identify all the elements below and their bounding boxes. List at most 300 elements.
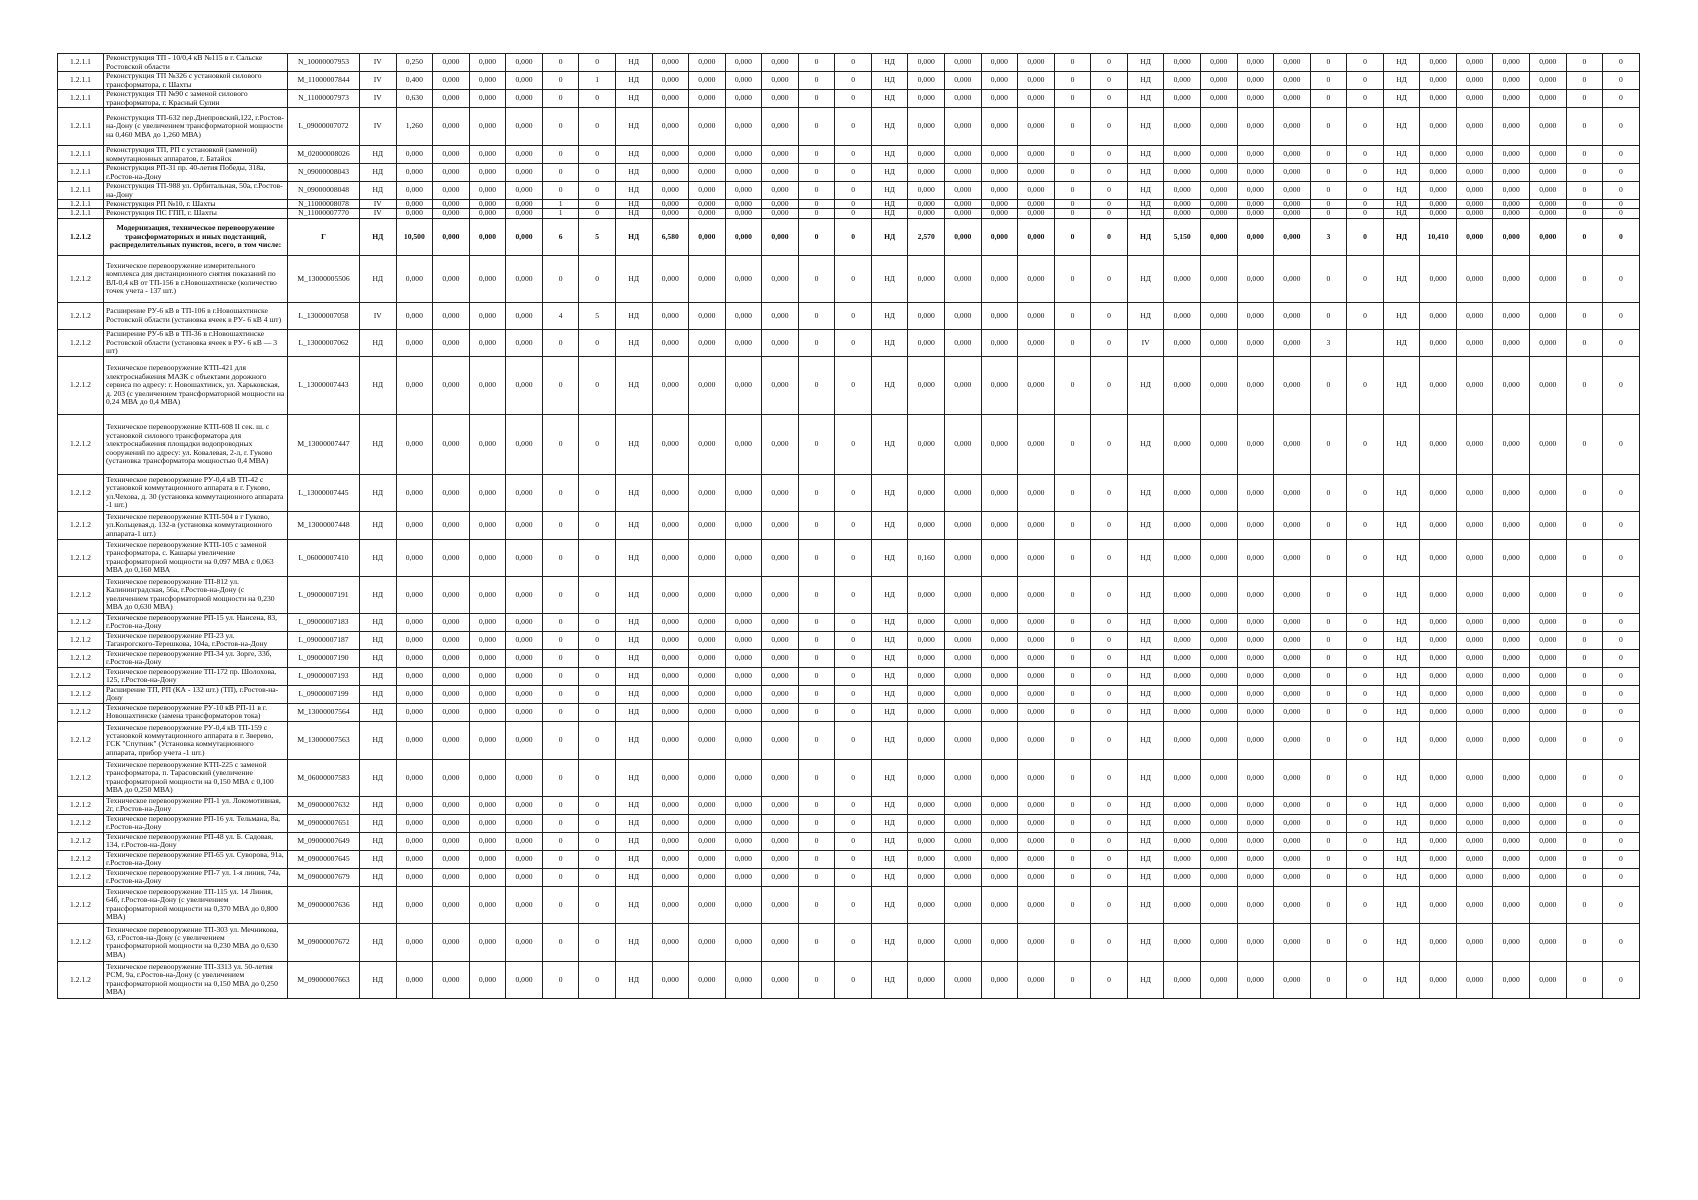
row-number-cell: 1.2.1.2	[58, 759, 104, 796]
value-cell: НД	[871, 814, 908, 832]
row-number-cell: 1.2.1.2	[58, 329, 104, 356]
value-cell: НД	[360, 759, 397, 796]
value-cell: 0,000	[1200, 685, 1237, 703]
value-cell: 0	[835, 613, 872, 631]
value-cell: 0,000	[689, 868, 726, 886]
value-cell: 0	[542, 961, 579, 998]
value-cell: 0,000	[1274, 539, 1311, 576]
value-cell: 0,000	[1237, 814, 1274, 832]
value-cell: 0,000	[1530, 649, 1567, 667]
value-cell: НД	[1127, 814, 1164, 832]
value-cell: 0,000	[1164, 302, 1201, 329]
value-cell: 0,000	[762, 832, 799, 850]
project-name-cell: Техническое перевооружение КТП-608 II сек. ш. с установкой силового трансформатора для электроснабжения площадки водопроводных сооружений по адресу: ул. Ковалевая, 2-л, г. Гуково (установка трансформатора мощностью 0,4 МВА)	[104, 414, 288, 474]
value-cell: 0	[542, 923, 579, 961]
value-cell: 0,000	[1237, 649, 1274, 667]
value-cell: 0,000	[469, 329, 506, 356]
value-cell: 0,000	[908, 759, 945, 796]
value-cell: 0	[1566, 685, 1603, 703]
value-cell: 0	[1310, 356, 1347, 414]
value-cell: 0,000	[433, 814, 470, 832]
value-cell: 0	[835, 576, 872, 613]
value-cell: 0	[542, 255, 579, 302]
value-cell: 0,000	[469, 961, 506, 998]
value-cell: 0,000	[908, 631, 945, 649]
value-cell: 0	[579, 631, 616, 649]
value-cell: 0,000	[762, 182, 799, 200]
value-cell: 0	[1347, 108, 1384, 146]
value-cell: 0,000	[433, 796, 470, 814]
value-cell: 0,000	[762, 868, 799, 886]
value-cell: НД	[1127, 90, 1164, 108]
value-cell: 0	[798, 511, 835, 539]
value-cell: 0,000	[1237, 474, 1274, 511]
value-cell: НД	[1127, 209, 1164, 218]
value-cell: 0,000	[1164, 685, 1201, 703]
value-cell: 0	[1347, 961, 1384, 998]
value-cell: 0,000	[1456, 539, 1493, 576]
value-cell: 0,000	[981, 539, 1018, 576]
value-cell: 0	[835, 832, 872, 850]
data-table-sheet	[57, 53, 1640, 999]
value-cell: 0,000	[1200, 613, 1237, 631]
value-cell: НД	[1383, 613, 1420, 631]
value-cell: НД	[1383, 146, 1420, 164]
value-cell: 0	[1347, 649, 1384, 667]
value-cell: 0,000	[1530, 703, 1567, 721]
value-cell: НД	[871, 667, 908, 685]
value-cell: 0	[1603, 414, 1640, 474]
value-cell: 0,000	[1018, 90, 1055, 108]
value-cell: 0	[1310, 796, 1347, 814]
value-cell: 0	[1347, 90, 1384, 108]
value-cell: 0,000	[1164, 576, 1201, 613]
table-row	[58, 850, 1640, 868]
value-cell: 0,000	[652, 146, 689, 164]
value-cell: 0	[1091, 302, 1128, 329]
value-cell: 0	[542, 721, 579, 759]
value-cell: 0,000	[1018, 631, 1055, 649]
project-name-cell: Техническое перевооружение ТП-115 ул. 14 Линия, 64б, г.Ростов-на-Дону (с увеличением трансформаторной мощности на 0,370 МВА до 0,800 МВА)	[104, 886, 288, 923]
value-cell: 0,000	[945, 814, 982, 832]
value-cell: 0	[1091, 667, 1128, 685]
value-cell: 0,000	[689, 923, 726, 961]
value-cell: 0,000	[652, 329, 689, 356]
value-cell: 0,000	[981, 631, 1018, 649]
value-cell: 0,000	[1530, 923, 1567, 961]
value-cell: 0,000	[506, 182, 543, 200]
value-cell: 0	[1347, 511, 1384, 539]
value-cell: 0,000	[1274, 759, 1311, 796]
value-cell: 0,000	[1164, 814, 1201, 832]
value-cell: 0	[1603, 613, 1640, 631]
value-cell: НД	[1383, 631, 1420, 649]
value-cell: 0	[1054, 329, 1091, 356]
value-cell: 0,000	[1237, 685, 1274, 703]
value-cell: 0,000	[908, 868, 945, 886]
value-cell: 0	[1054, 667, 1091, 685]
value-cell: 0	[798, 961, 835, 998]
value-cell: 0,000	[433, 414, 470, 474]
value-cell: НД	[871, 511, 908, 539]
value-cell: 0,000	[469, 108, 506, 146]
value-cell: 0,000	[396, 200, 433, 209]
value-cell: 0	[1310, 54, 1347, 72]
row-number-cell: 1.2.1.1	[58, 108, 104, 146]
value-cell: 0,000	[1200, 667, 1237, 685]
value-cell: 0,000	[469, 356, 506, 414]
value-cell: 0	[1566, 613, 1603, 631]
row-number-cell: 1.2.1.2	[58, 832, 104, 850]
value-cell: 0,000	[469, 539, 506, 576]
project-name-cell: Модернизация, техническое перевооружение трансформаторных и иных подстанций, распределительных пунктов, всего, в том числе:	[104, 218, 288, 255]
value-cell: 0,000	[981, 850, 1018, 868]
value-cell: 0,000	[981, 576, 1018, 613]
value-cell: 0,000	[652, 576, 689, 613]
value-cell: 0,000	[762, 302, 799, 329]
value-cell: 0,000	[506, 832, 543, 850]
value-cell: 0,000	[469, 72, 506, 90]
value-cell: 0,000	[1237, 72, 1274, 90]
value-cell: НД	[615, 200, 652, 209]
value-cell: 0,000	[652, 759, 689, 796]
value-cell: 0,000	[396, 511, 433, 539]
project-name-cell: Реконструкция ТП - 10/0,4 кВ №115 в г. Сальске Ростовской области	[104, 54, 288, 72]
value-cell: 0,000	[1456, 414, 1493, 474]
value-cell: 0	[579, 356, 616, 414]
value-cell: 0	[1091, 329, 1128, 356]
project-name-cell: Реконструкция РП №10, г. Шахты	[104, 200, 288, 209]
value-cell: 0,000	[506, 961, 543, 998]
value-cell: 0,000	[689, 759, 726, 796]
value-cell: НД	[871, 850, 908, 868]
table-row	[58, 474, 1640, 511]
value-cell: 0,000	[469, 796, 506, 814]
value-cell: 0	[1566, 90, 1603, 108]
value-cell: 0,000	[396, 182, 433, 200]
value-cell: 0,000	[1456, 796, 1493, 814]
value-cell: 0	[1091, 539, 1128, 576]
table-row	[58, 721, 1640, 759]
value-cell: 0	[1347, 667, 1384, 685]
value-cell: 0,000	[689, 146, 726, 164]
value-cell: 0,000	[506, 200, 543, 209]
value-cell: 0,000	[506, 721, 543, 759]
table-row	[58, 667, 1640, 685]
value-cell: НД	[1127, 667, 1164, 685]
value-cell: НД	[615, 72, 652, 90]
value-cell: 0,000	[396, 649, 433, 667]
value-cell: 0,000	[762, 90, 799, 108]
value-cell: 0	[1091, 796, 1128, 814]
value-cell: 0,000	[1456, 209, 1493, 218]
value-cell: 0,000	[433, 146, 470, 164]
value-cell: 0	[835, 796, 872, 814]
value-cell: 0,000	[945, 72, 982, 90]
value-cell: 0,000	[1200, 631, 1237, 649]
table-row	[58, 923, 1640, 961]
value-cell: 0	[798, 685, 835, 703]
value-cell: 0	[835, 72, 872, 90]
value-cell: 0	[1310, 255, 1347, 302]
value-cell: 0,000	[689, 576, 726, 613]
value-cell: 0	[579, 832, 616, 850]
value-cell: 0,000	[1237, 356, 1274, 414]
value-cell: 0,000	[1164, 72, 1201, 90]
value-cell: IV	[360, 72, 397, 90]
value-cell: 0	[1566, 511, 1603, 539]
value-cell: 0,000	[469, 200, 506, 209]
value-cell: НД	[1383, 850, 1420, 868]
value-cell: 0	[579, 255, 616, 302]
value-cell: 0,000	[396, 832, 433, 850]
value-cell: 0	[579, 850, 616, 868]
table-row	[58, 146, 1640, 164]
value-cell: 0,000	[1274, 200, 1311, 209]
value-cell: НД	[615, 255, 652, 302]
value-cell: НД	[615, 814, 652, 832]
value-cell: 0,000	[1018, 850, 1055, 868]
value-cell: 0,000	[433, 356, 470, 414]
value-cell: 0,000	[1493, 868, 1530, 886]
value-cell: НД	[1127, 576, 1164, 613]
value-cell: 0	[542, 667, 579, 685]
value-cell: 0,000	[1493, 576, 1530, 613]
value-cell: 0,000	[1530, 329, 1567, 356]
value-cell: 0,000	[725, 649, 762, 667]
project-code-cell: M_09000007645	[288, 850, 360, 868]
value-cell: 0,000	[908, 146, 945, 164]
value-cell: 0,000	[506, 576, 543, 613]
value-cell: НД	[871, 539, 908, 576]
table-row	[58, 868, 1640, 886]
value-cell: 0,000	[1018, 218, 1055, 255]
value-cell: 0,000	[1530, 832, 1567, 850]
value-cell: 0,000	[1493, 886, 1530, 923]
value-cell: 0	[1054, 511, 1091, 539]
value-cell: 0,000	[652, 182, 689, 200]
value-cell: 0	[579, 539, 616, 576]
value-cell: 0	[1091, 576, 1128, 613]
value-cell: 0,000	[1456, 255, 1493, 302]
value-cell: 0,000	[725, 90, 762, 108]
value-cell: 0,000	[1237, 923, 1274, 961]
value-cell: 0	[1566, 108, 1603, 146]
value-cell: 0,000	[908, 576, 945, 613]
value-cell: 0,000	[981, 302, 1018, 329]
value-cell: 0	[1566, 703, 1603, 721]
value-cell: 0,000	[1237, 539, 1274, 576]
value-cell: 0	[542, 90, 579, 108]
value-cell: 0,000	[689, 961, 726, 998]
value-cell: 0	[1054, 209, 1091, 218]
value-cell: 0	[835, 886, 872, 923]
value-cell: 0	[1091, 832, 1128, 850]
value-cell: 0	[1054, 703, 1091, 721]
project-code-cell: M_09000007679	[288, 868, 360, 886]
value-cell: 0,000	[762, 631, 799, 649]
project-name-cell: Техническое перевооружение РП-65 ул. Суворова, 91а, г.Ростов-на-Дону	[104, 850, 288, 868]
value-cell: НД	[1383, 511, 1420, 539]
value-cell: НД	[615, 329, 652, 356]
value-cell: 0,000	[469, 54, 506, 72]
value-cell: IV	[1127, 329, 1164, 356]
value-cell: 0	[1603, 576, 1640, 613]
value-cell: 0,000	[652, 511, 689, 539]
value-cell: 0	[835, 814, 872, 832]
value-cell: 0,000	[1018, 200, 1055, 209]
value-cell: 0,000	[1530, 631, 1567, 649]
value-cell: 0,000	[506, 72, 543, 90]
value-cell: 0,000	[981, 108, 1018, 146]
value-cell: 0,000	[1018, 886, 1055, 923]
value-cell: 6	[542, 218, 579, 255]
value-cell: 0,000	[506, 146, 543, 164]
value-cell: 0,000	[725, 474, 762, 511]
value-cell: 0	[1347, 832, 1384, 850]
value-cell: 0,000	[1164, 255, 1201, 302]
value-cell: 0	[542, 685, 579, 703]
value-cell: 0,000	[469, 832, 506, 850]
value-cell: 10,500	[396, 218, 433, 255]
value-cell: 0,000	[945, 703, 982, 721]
value-cell: 0,000	[652, 209, 689, 218]
value-cell: 0,000	[689, 814, 726, 832]
value-cell: 0,000	[433, 759, 470, 796]
value-cell: 0,000	[1530, 414, 1567, 474]
project-code-cell: L_13000007445	[288, 474, 360, 511]
value-cell: IV	[360, 108, 397, 146]
value-cell: 0	[1347, 414, 1384, 474]
value-cell: 0	[1347, 72, 1384, 90]
value-cell: 0,000	[506, 302, 543, 329]
value-cell: 0,000	[396, 329, 433, 356]
value-cell: 0,000	[1420, 814, 1457, 832]
value-cell: 0,000	[396, 255, 433, 302]
value-cell: 0,000	[652, 796, 689, 814]
value-cell: 0	[798, 200, 835, 209]
value-cell: НД	[360, 923, 397, 961]
value-cell: 0	[579, 209, 616, 218]
value-cell: 0,000	[1164, 649, 1201, 667]
value-cell: 0,000	[945, 961, 982, 998]
value-cell: 0,000	[1200, 923, 1237, 961]
value-cell: 0	[1091, 54, 1128, 72]
project-name-cell: Реконструкция ТП-632 пер.Днепровский,122, г.Ростов-на-Дону (с увеличением трансформаторной мощности на 0,460 МВА до 1,260 МВА)	[104, 108, 288, 146]
value-cell: IV	[360, 90, 397, 108]
value-cell: 0	[1603, 539, 1640, 576]
value-cell: 0,000	[1456, 667, 1493, 685]
value-cell: 0	[1054, 868, 1091, 886]
value-cell: 0	[542, 759, 579, 796]
value-cell: 0,000	[689, 649, 726, 667]
value-cell: НД	[615, 667, 652, 685]
value-cell: НД	[1127, 108, 1164, 146]
value-cell: НД	[1127, 759, 1164, 796]
project-name-cell: Расширение РУ-6 кВ в ТП-36 в г.Новошахтинске Ростовской области (установка ячеек в РУ- 6 кВ — 3 шт)	[104, 329, 288, 356]
value-cell: НД	[871, 414, 908, 474]
value-cell: НД	[360, 539, 397, 576]
value-cell: 0,000	[908, 414, 945, 474]
value-cell: 0	[1310, 164, 1347, 182]
value-cell: 0	[1054, 961, 1091, 998]
value-cell: 0,000	[1530, 759, 1567, 796]
project-code-cell: L_09000007183	[288, 613, 360, 631]
value-cell: НД	[615, 108, 652, 146]
value-cell: НД	[871, 961, 908, 998]
value-cell: 0,000	[506, 329, 543, 356]
value-cell: 0,000	[762, 703, 799, 721]
value-cell: 0,000	[396, 209, 433, 218]
value-cell: 0,000	[1018, 721, 1055, 759]
value-cell: 0	[798, 539, 835, 576]
value-cell: 0,000	[433, 576, 470, 613]
value-cell: 0,000	[981, 703, 1018, 721]
value-cell: 2,570	[908, 218, 945, 255]
value-cell: 0,000	[725, 613, 762, 631]
value-cell: 0	[1054, 72, 1091, 90]
value-cell: 0,000	[506, 356, 543, 414]
value-cell: 0	[579, 721, 616, 759]
project-code-cell: L_09000007199	[288, 685, 360, 703]
value-cell: 0,000	[1456, 649, 1493, 667]
value-cell: НД	[1383, 182, 1420, 200]
value-cell: 0,000	[1200, 539, 1237, 576]
value-cell: 0,000	[1200, 703, 1237, 721]
value-cell: 0,000	[506, 218, 543, 255]
value-cell: 0,000	[1018, 539, 1055, 576]
value-cell: 0	[1347, 631, 1384, 649]
value-cell: 0,000	[1237, 796, 1274, 814]
value-cell: 0	[579, 796, 616, 814]
value-cell: 0	[1054, 649, 1091, 667]
value-cell: 0,000	[1274, 90, 1311, 108]
value-cell: 0,000	[689, 667, 726, 685]
value-cell: 0,000	[1456, 613, 1493, 631]
value-cell: 0,000	[469, 850, 506, 868]
value-cell: НД	[615, 649, 652, 667]
value-cell: 0	[1347, 539, 1384, 576]
value-cell: 0,000	[981, 886, 1018, 923]
value-cell: 0	[1054, 613, 1091, 631]
value-cell: 0,000	[1493, 814, 1530, 832]
value-cell: НД	[360, 796, 397, 814]
value-cell: 0	[542, 474, 579, 511]
value-cell: 0,000	[908, 721, 945, 759]
value-cell: 0,000	[1274, 302, 1311, 329]
value-cell: 0,000	[725, 209, 762, 218]
value-cell: НД	[615, 850, 652, 868]
value-cell: 0,000	[469, 703, 506, 721]
value-cell: 0,000	[433, 255, 470, 302]
value-cell: 0	[1347, 721, 1384, 759]
value-cell: 0,000	[506, 667, 543, 685]
value-cell: 0,000	[1493, 613, 1530, 631]
value-cell: 0,000	[689, 539, 726, 576]
value-cell: 0	[1054, 356, 1091, 414]
row-number-cell: 1.2.1.2	[58, 814, 104, 832]
value-cell: 0,000	[1530, 302, 1567, 329]
value-cell: 0,000	[908, 164, 945, 182]
value-cell: 0,000	[433, 961, 470, 998]
value-cell: 0,000	[1237, 721, 1274, 759]
value-cell: 0,000	[506, 868, 543, 886]
value-cell: НД	[360, 255, 397, 302]
value-cell: 0	[1347, 923, 1384, 961]
value-cell: 0,000	[1018, 108, 1055, 146]
table-row	[58, 356, 1640, 414]
value-cell: 0,000	[945, 329, 982, 356]
